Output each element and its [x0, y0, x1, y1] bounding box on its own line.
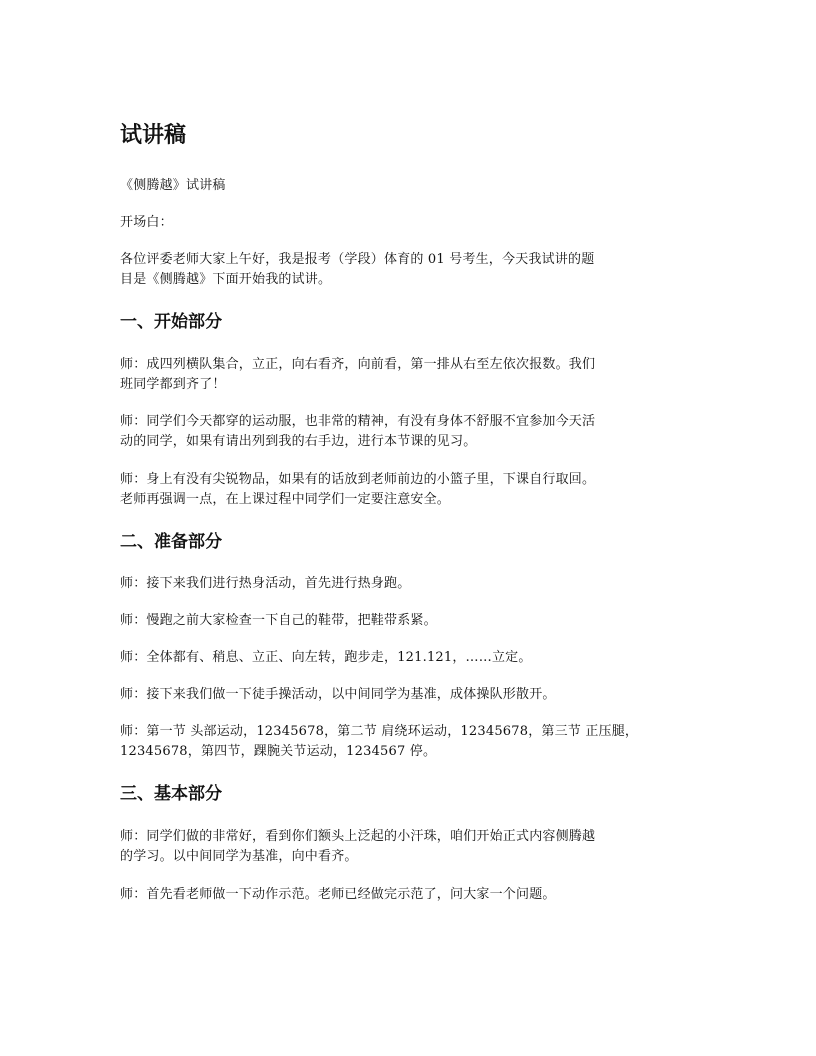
- paragraph: 师：接下来我们进行热身活动，首先进行热身跑。: [120, 576, 411, 591]
- paragraph: [120, 470, 705, 510]
- paragraph: [120, 355, 705, 395]
- paragraph: 师：慢跑之前大家检查一下自己的鞋带，把鞋带系紧。: [120, 613, 437, 628]
- paragraph-line: 老师再强调一点，在上课过程中同学们一定要注意安全。: [120, 492, 451, 507]
- paragraph: [120, 722, 705, 762]
- document-title: 试讲稿: [120, 123, 187, 148]
- paragraph-line: 师：身上有没有尖锐物品，如果有的话放到老师前边的小篮子里，下课自行取回。: [120, 472, 596, 487]
- section-heading-start: 一、开始部分: [120, 312, 222, 332]
- paragraph-line: 动的同学，如果有请出列到我的右手边，进行本节课的见习。: [120, 434, 477, 449]
- section-heading-main: 三、基本部分: [120, 784, 222, 804]
- paragraph: 师：全体都有、稍息、立正、向左转，跑步走，121.121，……立定。: [120, 650, 532, 665]
- paragraph-line: 师：同学们今天都穿的运动服，也非常的精神，有没有身体不舒服不宜参加今天活: [120, 414, 596, 429]
- document-subtitle: 《侧腾越》试讲稿: [120, 178, 226, 193]
- paragraph: [120, 827, 705, 867]
- paragraph-line: 师：第一节 头部运动，12345678，第二节 肩绕环运动，12345678，第三节 正压腿，: [120, 724, 639, 739]
- paragraph-line: 12345678，第四节，踝腕关节运动，1234567 停。: [120, 744, 437, 759]
- paragraph-line: 的学习。以中间同学为基准，向中看齐。: [120, 849, 358, 864]
- opening-label: 开场白：: [120, 215, 173, 230]
- paragraph: [120, 412, 705, 452]
- opening-line-2: 目是《侧腾越》下面开始我的试讲。: [120, 272, 332, 287]
- paragraph: 师：接下来我们做一下徒手操活动，以中间同学为基准，成体操队形散开。: [120, 687, 556, 702]
- section-heading-warmup: 二、准备部分: [120, 532, 222, 552]
- paragraph-line: 班同学都到齐了！: [120, 377, 226, 392]
- paragraph: 师：首先看老师做一下动作示范。老师已经做完示范了，问大家一个问题。: [120, 887, 556, 902]
- opening-line-1: 各位评委老师大家上午好，我是报考（学段）体育的 01 号考生，今天我试讲的题: [120, 252, 595, 267]
- paragraph-line: 师：成四列横队集合，立正，向右看齐，向前看，第一排从右至左依次报数。我们: [120, 357, 596, 372]
- paragraph-line: 师：同学们做的非常好，看到你们额头上泛起的小汗珠，咱们开始正式内容侧腾越: [120, 829, 596, 844]
- opening-paragraph: [120, 250, 705, 290]
